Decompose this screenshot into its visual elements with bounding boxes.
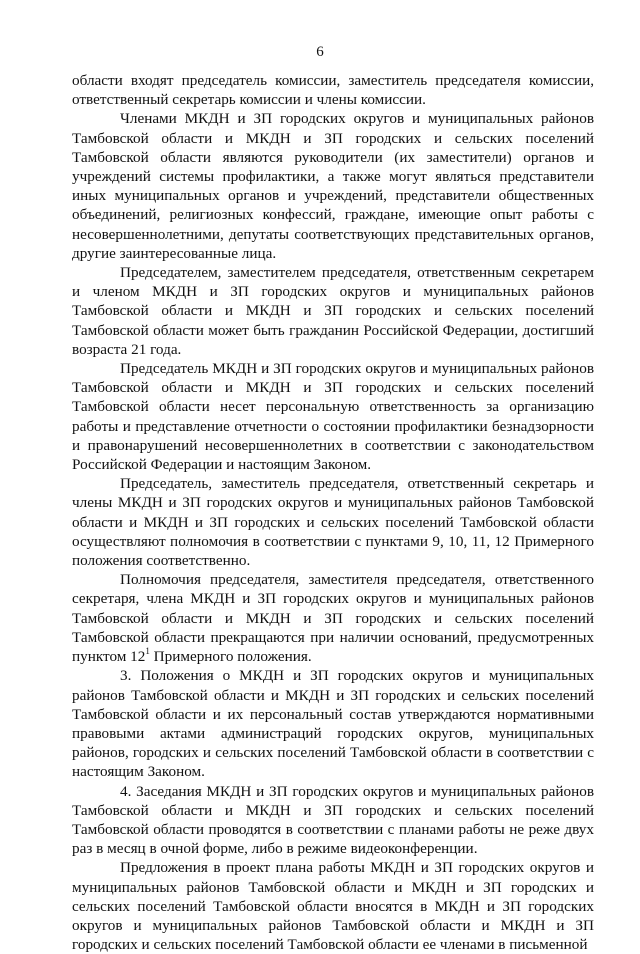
- page-number: 6: [316, 44, 324, 60]
- superscript-footnote: 1: [145, 646, 150, 657]
- paragraph-6-text: Полномочия председателя, заместителя председателя, ответственного секретаря, члена МКДН и ЗП городских округов и муниципальных районов Тамбовской области и МКДН и ЗП городских и сельских поселений Тамбовской области прекращаются при наличии оснований, предусмотренных пунктом 12: [72, 571, 594, 666]
- body-text: [72, 71, 594, 954]
- paragraph-8: 4. Заседания МКДН и ЗП городских округов и муниципальных районов Тамбовской области и МКДН и ЗП городских и сельских поселений Тамбовской области проводятся в соответствии с планами работы не реже двух раз в месяц в очной форме, либо в режиме видеоконференции.: [72, 782, 594, 858]
- paragraph-6-tail: Примерного положения.: [149, 648, 312, 666]
- paragraph-3: Председателем, заместителем председателя, ответственным секретарем и членом МКДН и ЗП городских округов и муниципальных районов Тамбовской области и МКДН и ЗП городских и сельских поселений Тамбовской области может быть гражданин Российской Федерации, достигший возраста 21 года.: [72, 264, 594, 358]
- paragraph-6: [72, 570, 594, 666]
- paragraph-4: Председатель МКДН и ЗП городских округов и муниципальных районов Тамбовской области и МКДН и ЗП городских и сельских поселений Тамбовской области несет персональную ответственность за организацию работы и представление отчетности о состоянии профилактики безнадзорности и правонарушений несовершеннолетних в соответствии с законодательством Российской Федерации и настоящим Законом.: [72, 360, 594, 474]
- paragraph-9: Предложения в проект плана работы МКДН и ЗП городских округов и муниципальных районов Тамбовской области и МКДН и ЗП городских и сельских поселений Тамбовской области вносятся в МКДН и ЗП городских округов и муниципальных районов Тамбовской области и МКДН и ЗП городских и сельских поселений Тамбовской области ее членами в письменной: [72, 859, 594, 954]
- paragraph-5: Председатель, заместитель председателя, ответственный секретарь и члены МКДН и ЗП городских округов и муниципальных районов Тамбовской области и МКДН и ЗП городских и сельских поселений Тамбовской области осуществляют полномочия в соответствии с пунктами 9, 10, 11, 12 Примерного положения соответственно.: [72, 475, 594, 570]
- paragraph-7: 3. Положения о МКДН и ЗП городских округов и муниципальных районов Тамбовской области и МКДН и ЗП городских и сельских поселений Тамбовской области и их персональный состав утверждаются нормативными правовыми актами администраций городских округов, муниципальных районов, городских и сельских поселений Тамбовской области в соответствии с настоящим Законом.: [72, 667, 594, 781]
- paragraph-1: области входят председатель комиссии, заместитель председателя комиссии, ответственный секретарь комиссии и члены комиссии.: [72, 72, 594, 109]
- paragraph-2: Членами МКДН и ЗП городских округов и муниципальных районов Тамбовской области и МКДН и ЗП городских и сельских поселений Тамбовской области являются руководители (их заместители) органов и учреждений системы профилактики, а также могут являться представители иных муниципальных органов и учреждений, представители общественных объединений, религиозных конфессий, граждане, имеющие опыт работы с несовершеннолетними, депутаты соответствующих представительных органов, другие заинтересованные лица.: [72, 110, 594, 262]
